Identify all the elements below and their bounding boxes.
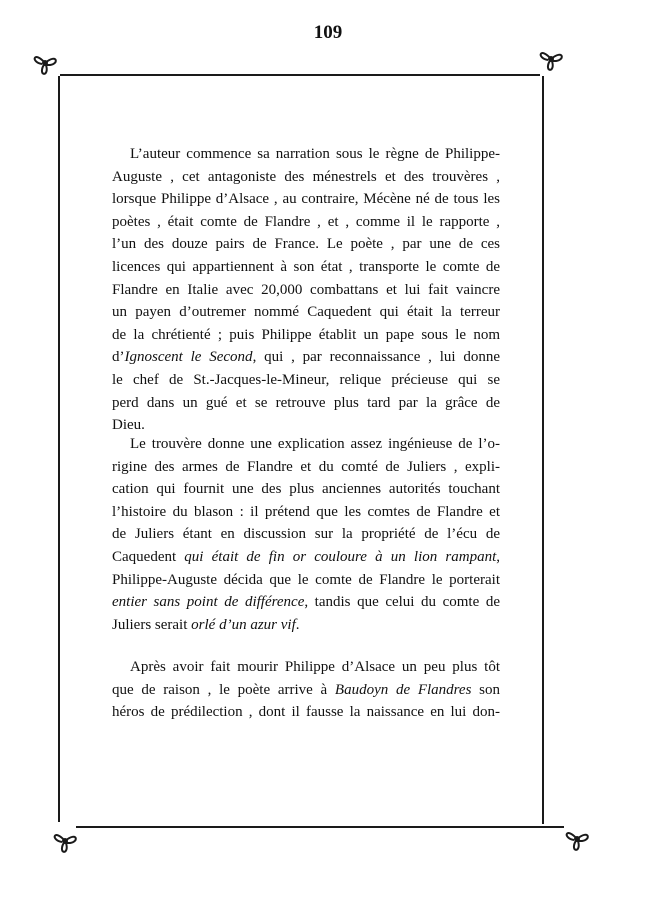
text-line: cation qui fournit une des plus anciennes autorités touchant	[112, 481, 500, 498]
text-line: le chef de St.-Jacques-le-Mineur, relique précieuse qui se	[112, 371, 500, 388]
text-line: d’Ignoscent le Second, qui , par reconnaissance , lui donne	[112, 349, 500, 366]
text-line: que de raison , le poète arrive à Baudoyn de Flandres son	[112, 681, 500, 698]
italic-text: qui était de fin or couloure à un lion rampant	[184, 548, 497, 565]
text-line: Après avoir fait mourir Philippe d’Alsace un peu plus tôt	[130, 659, 500, 675]
text-line: héros de prédilection , dont il fausse la naissance en lui don-	[112, 704, 500, 721]
text-line: poètes , était comte de Flandre , et , comme il le rapporte ,	[112, 213, 500, 230]
text-line: Dieu.	[112, 417, 145, 434]
text-line: rigine des armes de Flandre et du comté de Juliers , expli-	[112, 458, 500, 475]
text-line: Flandre en Italie avec 20,000 combattans et lui fait vaincre	[112, 281, 500, 298]
text-line: Philippe-Auguste décida que le comte de Flandre le porterait	[112, 571, 500, 588]
text-line: Juliers serait orlé d’un azur vif.	[112, 616, 300, 633]
frame-left-rule	[58, 76, 60, 822]
fleuron-icon	[28, 46, 62, 80]
italic-text: Ignoscent le Second	[124, 349, 253, 366]
fleuron-icon	[534, 42, 568, 76]
paragraph-1	[112, 143, 500, 437]
page-number: 109	[313, 22, 343, 43]
fleuron-icon	[48, 824, 82, 858]
paragraph-3	[112, 656, 500, 724]
text-line: l’histoire du blason : il prétend que les comtes de Flandre et	[112, 503, 500, 520]
frame-right-rule	[542, 76, 544, 824]
frame-bottom-rule	[76, 826, 564, 828]
text-line: un payen d’outremer nommé Caquedent qui était la terreur	[112, 304, 500, 321]
text-line: L’auteur commence sa narration sous le règne de Philippe-	[130, 146, 500, 162]
text-line: Le trouvère donne une explication assez ingénieuse de l’o-	[130, 436, 500, 452]
italic-text: entier sans point de différence	[112, 594, 305, 611]
fleuron-icon	[560, 822, 594, 856]
text-line: lorsque Philippe d’Alsace , au contraire, Mécène né de tous les	[112, 191, 500, 208]
frame-top-rule	[60, 74, 540, 76]
italic-text: Baudoyn de Flandres	[334, 681, 472, 698]
text-line: Caquedent qui était de fin or couloure à un lion rampant,	[112, 548, 500, 565]
text-line: de la chrétienté ; puis Philippe établit un pape sous le nom	[112, 326, 500, 343]
italic-text: orlé d’un azur vif	[191, 616, 296, 633]
text-line: l’un des douze pairs de France. Le poète , par une de ces	[112, 236, 500, 253]
text-line: licences qui appartiennent à son état , transporte le comte de	[112, 258, 500, 275]
text-line: entier sans point de différence, tandis que celui du comte de	[112, 594, 500, 611]
paragraph-2	[112, 433, 500, 636]
text-line: perd dans un gué et se retrouve plus tard par la grâce de	[112, 394, 500, 411]
text-line: de Juliers étant en discussion sur la propriété de l’écu de	[112, 526, 500, 543]
text-line: Auguste , cet antagoniste des ménestrels et des trouvères ,	[112, 168, 500, 185]
